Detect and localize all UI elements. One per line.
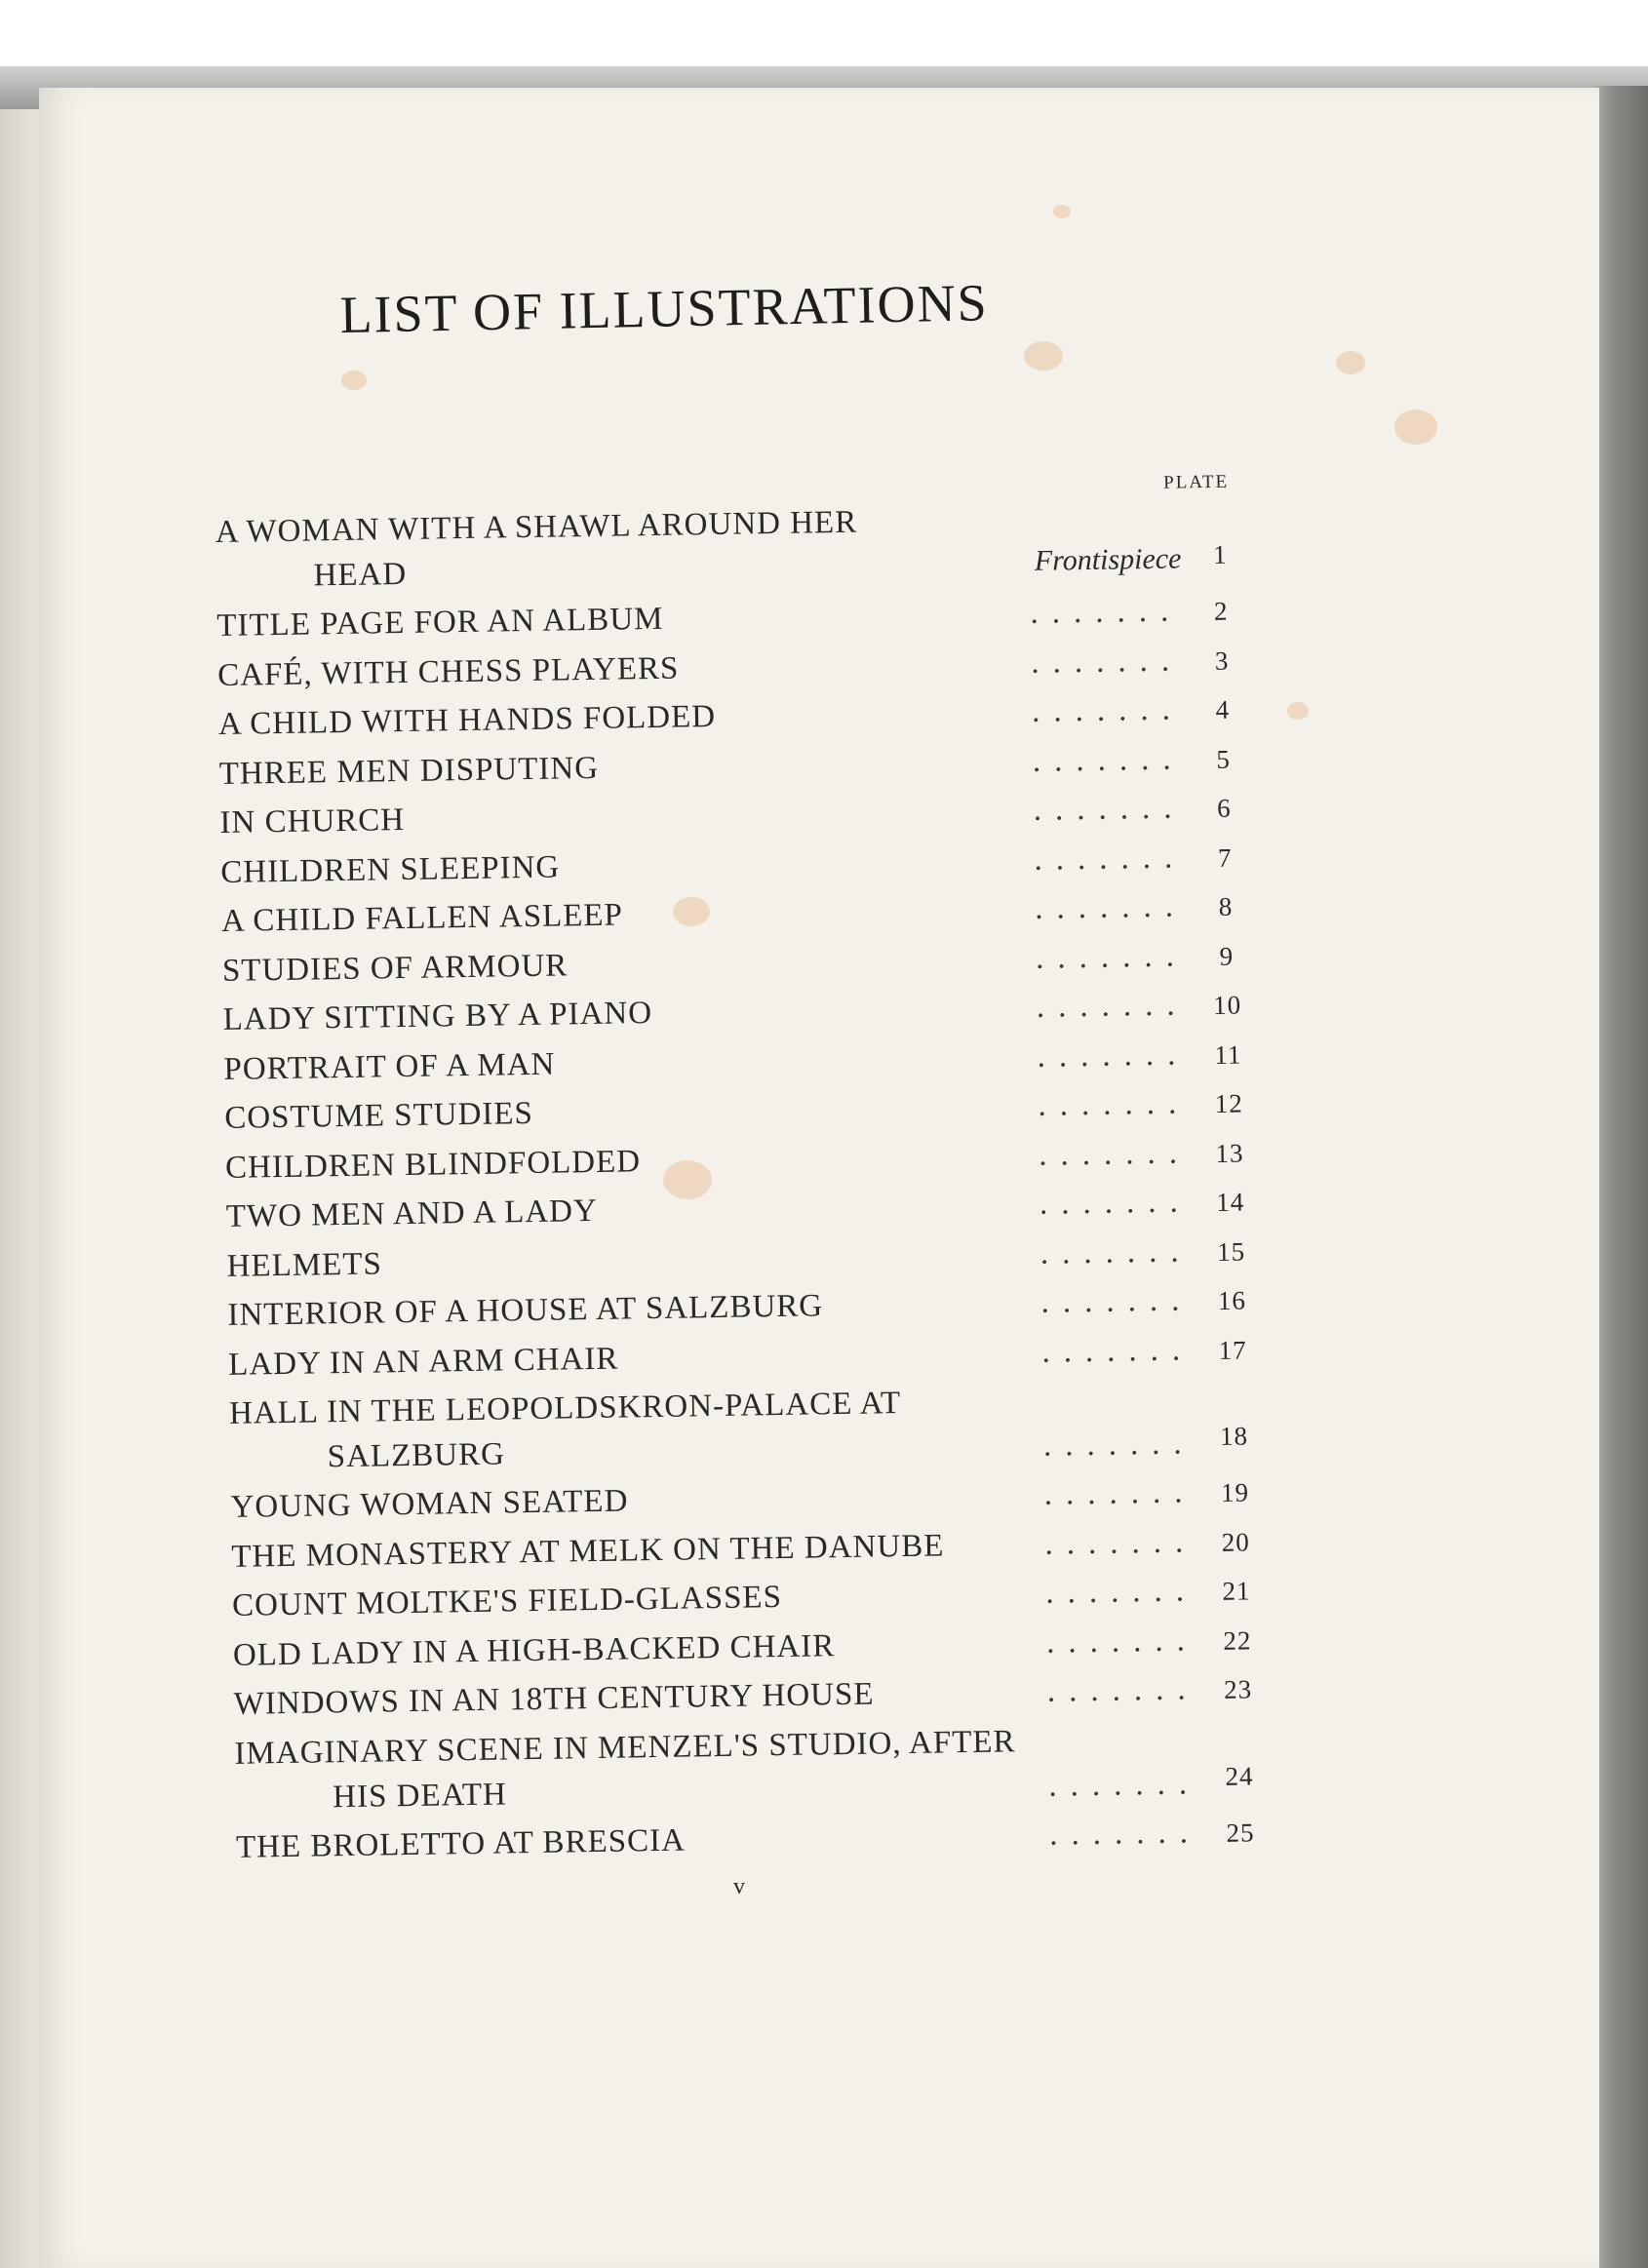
foxing-stain bbox=[663, 1160, 712, 1199]
leader-dots: ....... bbox=[1039, 1184, 1193, 1222]
entry-title: CHILDREN BLINDFOLDED bbox=[224, 1143, 642, 1186]
foxing-stain bbox=[1024, 341, 1063, 371]
entry-title: COSTUME STUDIES bbox=[224, 1095, 534, 1136]
entry-title: IN CHURCH bbox=[219, 802, 406, 841]
plate-number: 5 bbox=[1216, 744, 1232, 774]
entry-title: CHILDREN SLEEPING bbox=[220, 848, 561, 890]
leader-dots: ....... bbox=[1038, 1134, 1192, 1173]
plate-number: 7 bbox=[1217, 842, 1233, 873]
entry-title: TWO MEN AND A LADY bbox=[225, 1193, 599, 1234]
plate-number: 10 bbox=[1212, 990, 1242, 1020]
entry-title: A WOMAN WITH A SHAWL AROUND HER bbox=[215, 504, 858, 550]
plate-number: 12 bbox=[1214, 1088, 1243, 1118]
page-title: LIST OF ILLUSTRATIONS bbox=[339, 273, 990, 344]
entry-title: TITLE PAGE FOR AN ALBUM bbox=[216, 601, 664, 644]
plate-number: 19 bbox=[1220, 1477, 1250, 1507]
entry-title: THE BROLETTO AT BRESCIA bbox=[235, 1822, 687, 1865]
plate-number: 2 bbox=[1213, 596, 1229, 626]
entry-title: INTERIOR OF A HOUSE AT SALZBURG bbox=[227, 1288, 824, 1333]
leader-dots: ....... bbox=[1035, 937, 1189, 976]
plate-number: 3 bbox=[1214, 645, 1230, 676]
plate-number: 25 bbox=[1226, 1817, 1255, 1848]
entry-title: THE MONASTERY AT MELK ON THE DANUBE bbox=[231, 1527, 945, 1575]
entry-title: STUDIES OF ARMOUR bbox=[221, 947, 569, 989]
plate-number: 18 bbox=[1219, 1421, 1249, 1451]
foxing-stain bbox=[341, 371, 367, 390]
leader-dots: ....... bbox=[1041, 1331, 1195, 1370]
entry-title: COUNT MOLTKE'S FIELD-GLASSES bbox=[231, 1580, 783, 1623]
leader-dots: ....... bbox=[1045, 1622, 1199, 1661]
foxing-stain bbox=[1394, 410, 1437, 445]
plate-number: 23 bbox=[1223, 1674, 1253, 1704]
plate-number: 13 bbox=[1215, 1138, 1244, 1168]
leader-dots: ....... bbox=[1045, 1573, 1198, 1611]
plate-number: 16 bbox=[1217, 1285, 1247, 1315]
entry-title: PORTRAIT OF A MAN bbox=[223, 1046, 556, 1087]
plate-column-header: PLATE bbox=[1163, 471, 1230, 493]
entry-title-continued: HEAD bbox=[313, 556, 408, 594]
leader-dots: ....... bbox=[1048, 1814, 1202, 1853]
leader-dots: ....... bbox=[1031, 691, 1185, 729]
entry-title-continued: SALZBURG bbox=[327, 1436, 506, 1475]
entry-title: YOUNG WOMAN SEATED bbox=[230, 1483, 629, 1525]
entry-title: HELMETS bbox=[226, 1245, 383, 1284]
leader-dots: ....... bbox=[1034, 839, 1187, 878]
entry-title: CAFÉ, WITH CHESS PLAYERS bbox=[216, 650, 680, 693]
plate-number: 14 bbox=[1216, 1187, 1245, 1217]
leader-dots: ....... bbox=[1040, 1282, 1194, 1320]
leader-dots: ....... bbox=[1044, 1523, 1197, 1562]
entry-title: IMAGINARY SCENE IN MENZEL'S STUDIO, AFTER bbox=[234, 1723, 1016, 1772]
foxing-stain bbox=[1336, 351, 1365, 374]
plate-number: 15 bbox=[1216, 1235, 1246, 1267]
plate-number: 24 bbox=[1225, 1760, 1254, 1791]
entry-title: OLD LADY IN A HIGH-BACKED CHAIR bbox=[232, 1627, 836, 1673]
plate-number: 1 bbox=[1212, 539, 1228, 569]
plate-number: 8 bbox=[1218, 891, 1234, 921]
plate-number: 6 bbox=[1216, 793, 1232, 823]
foxing-stain bbox=[1053, 205, 1071, 218]
leader-dots: ....... bbox=[1034, 888, 1188, 926]
entry-title: HALL IN THE LEOPOLDSKRON-PALACE AT bbox=[228, 1386, 902, 1431]
entry-note: Frontispiece bbox=[1034, 542, 1182, 577]
leader-dots: ....... bbox=[1030, 593, 1183, 631]
foxing-stain bbox=[673, 897, 710, 926]
plate-number: 9 bbox=[1219, 941, 1235, 971]
leader-dots: ....... bbox=[1046, 1671, 1199, 1709]
leader-dots: ....... bbox=[1038, 1085, 1191, 1123]
leader-dots: ....... bbox=[1033, 790, 1186, 828]
entry-title: THREE MEN DISPUTING bbox=[218, 750, 600, 792]
plate-number: 4 bbox=[1215, 694, 1231, 724]
leader-dots: ....... bbox=[1040, 1232, 1193, 1271]
entry-title: LADY SITTING BY A PIANO bbox=[222, 996, 653, 1037]
leader-dots: ....... bbox=[1048, 1765, 1201, 1804]
plate-number: 11 bbox=[1214, 1039, 1242, 1070]
leader-dots: ....... bbox=[1037, 1036, 1190, 1075]
entry-title: WINDOWS IN AN 18TH CENTURY HOUSE bbox=[233, 1676, 875, 1722]
plate-number: 20 bbox=[1221, 1526, 1250, 1557]
plate-number: 21 bbox=[1222, 1576, 1251, 1606]
leader-dots: ....... bbox=[1031, 642, 1184, 681]
entry-title: A CHILD WITH HANDS FOLDED bbox=[217, 698, 717, 742]
leader-dots: ....... bbox=[1043, 1474, 1197, 1512]
entry-title: A CHILD FALLEN ASLEEP bbox=[220, 897, 624, 939]
entry-title-continued: HIS DEATH bbox=[332, 1776, 508, 1815]
entry-title: LADY IN AN ARM CHAIR bbox=[227, 1341, 619, 1383]
plate-number: 17 bbox=[1218, 1334, 1247, 1365]
foxing-stain bbox=[1287, 702, 1309, 720]
page-number: v bbox=[733, 1874, 745, 1899]
leader-dots: ....... bbox=[1042, 1426, 1196, 1464]
leader-dots: ....... bbox=[1032, 740, 1185, 779]
leader-dots: ....... bbox=[1036, 987, 1189, 1025]
plate-number: 22 bbox=[1223, 1624, 1252, 1656]
